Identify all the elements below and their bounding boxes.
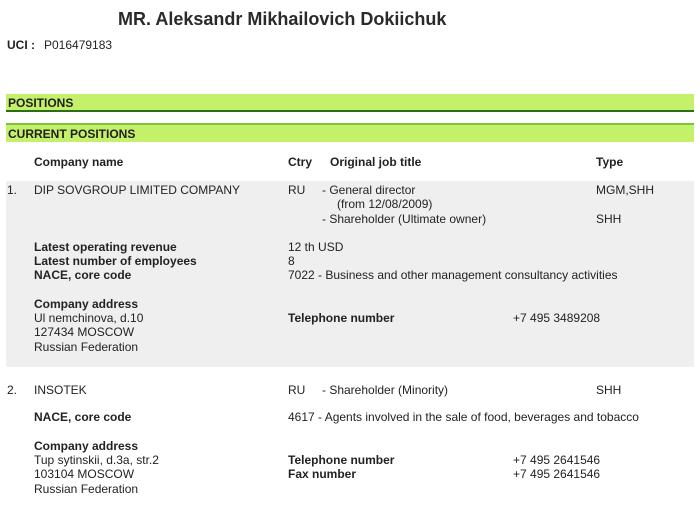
company-1-role-2-title: - Shareholder (Ultimate owner): [322, 212, 487, 226]
company-2-fax-label: Fax number: [288, 467, 357, 481]
company-2-nace-label: NACE, core code: [34, 410, 132, 424]
company-2-ctry: RU: [288, 383, 306, 397]
company-1-telephone-label: Telephone number: [288, 311, 395, 325]
company-2-address-label: Company address: [34, 439, 139, 453]
company-1-number: 1.: [7, 183, 18, 197]
company-2-address-line-3: Russian Federation: [34, 482, 139, 496]
company-1-revenue-value: 12 th USD: [288, 240, 344, 254]
company-2-address-line-1: Tup sytinskii, d.3a, str.2: [34, 453, 159, 467]
company-2-role-1-title: - Shareholder (Minority): [322, 383, 449, 397]
col-header-type: Type: [596, 155, 624, 169]
company-1-nace-value: 7022 - Business and other management consultancy activities: [288, 268, 618, 282]
company-1-address-label: Company address: [34, 297, 139, 311]
section-positions-label: POSITIONS: [8, 96, 74, 110]
company-2-role-1-type: SHH: [596, 383, 622, 397]
company-1-role-2-type: SHH: [596, 212, 622, 226]
section-current-positions: [6, 123, 694, 142]
company-1-address-line-3: Russian Federation: [34, 340, 139, 354]
company-1-employees-value: 8: [288, 254, 295, 268]
uci-value: P016479183: [44, 38, 113, 52]
col-header-ctry: Ctry: [288, 155, 313, 169]
company-1-role-1-title: - General director: [322, 183, 416, 197]
company-2-fax-value: +7 495 2641546: [513, 467, 601, 481]
company-1-address-line-1: Ul nemchinova, d.10: [34, 311, 144, 325]
company-1-telephone-value: +7 495 3489208: [513, 311, 601, 325]
company-2-name: INSOTEK: [34, 383, 87, 397]
company-1-ctry: RU: [288, 183, 306, 197]
section-positions: [6, 94, 694, 112]
uci-label: UCI :: [7, 38, 35, 52]
company-1-employees-label: Latest number of employees: [34, 254, 197, 268]
company-1-role-1-type: MGM,SHH: [596, 183, 654, 197]
company-2-number: 2.: [7, 383, 18, 397]
section-current-positions-label: CURRENT POSITIONS: [8, 127, 136, 141]
company-2-telephone-value: +7 495 2641546: [513, 453, 601, 467]
company-2-address-line-2: 103104 MOSCOW: [34, 467, 135, 481]
company-1-role-1-since: (from 12/08/2009): [337, 197, 433, 211]
company-2-nace-value: 4617 - Agents involved in the sale of food, beverages and tobacco: [288, 410, 639, 424]
company-2-telephone-label: Telephone number: [288, 453, 395, 467]
col-header-job-title: Original job title: [330, 155, 422, 169]
company-1-revenue-label: Latest operating revenue: [34, 240, 177, 254]
company-1-name: DIP SOVGROUP LIMITED COMPANY: [34, 183, 241, 197]
company-1-nace-label: NACE, core code: [34, 268, 132, 282]
col-header-company: Company name: [34, 155, 124, 169]
person-name: MR. Aleksandr Mikhailovich Dokiichuk: [118, 9, 447, 29]
company-1-address-line-2: 127434 MOSCOW: [34, 325, 135, 339]
